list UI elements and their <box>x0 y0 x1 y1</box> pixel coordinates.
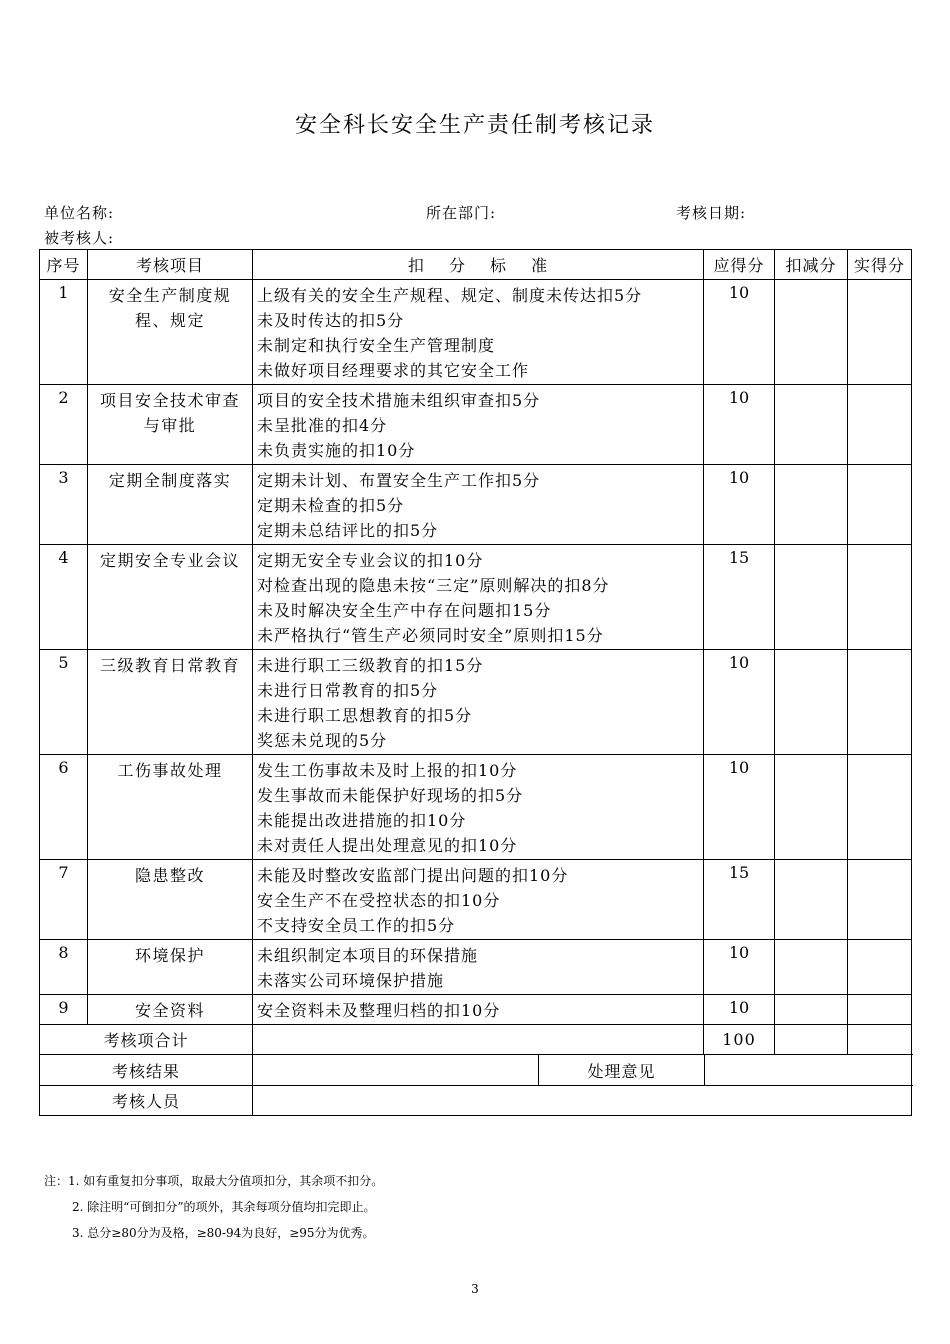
opinion-value-cell <box>705 1055 911 1085</box>
table-row <box>40 650 912 755</box>
note-line: 注：1. 如有重复扣分事项，取最大分值项扣分，其余项不扣分。 <box>44 1174 384 1188</box>
row-full-score: 10 <box>704 465 775 545</box>
column-header-criteria: 扣 分 标 准 <box>253 250 704 280</box>
column-header-actual-score: 实得分 <box>848 250 912 280</box>
result-value-cell <box>253 1055 539 1085</box>
table-row <box>40 860 912 940</box>
notes-section <box>44 1168 383 1246</box>
row-deduction <box>775 545 848 650</box>
row-deduction <box>775 650 848 755</box>
row-item: 安全资料 <box>88 995 253 1025</box>
row-actual-score <box>848 860 912 940</box>
row-criteria <box>253 995 704 1025</box>
assessment-date-label: 考核日期: <box>676 204 747 222</box>
row-item: 环境保护 <box>88 940 253 995</box>
criteria-line: 未及时解决安全生产中存在问题扣15分 <box>257 601 552 620</box>
total-score: 100 <box>704 1025 775 1055</box>
result-row <box>40 1055 912 1086</box>
assessee-label: 被考核人: <box>44 229 115 247</box>
total-criteria-cell <box>253 1025 704 1055</box>
criteria-line: 未及时传达的扣5分 <box>257 311 405 330</box>
row-actual-score <box>848 465 912 545</box>
row-seq: 7 <box>40 860 88 940</box>
assessment-table <box>39 249 912 1116</box>
row-seq: 3 <box>40 465 88 545</box>
criteria-line: 未呈批准的扣4分 <box>257 416 388 435</box>
table-row <box>40 465 912 545</box>
row-full-score: 10 <box>704 940 775 995</box>
row-seq: 1 <box>40 280 88 385</box>
row-full-score: 10 <box>704 385 775 465</box>
column-header-deduction: 扣减分 <box>775 250 848 280</box>
criteria-line: 未能提出改进措施的扣10分 <box>257 811 467 830</box>
page-number: 3 <box>471 1282 479 1296</box>
row-item: 三级教育日常教育 <box>88 650 253 755</box>
row-deduction <box>775 995 848 1025</box>
table-row <box>40 995 912 1025</box>
column-header-seq: 序号 <box>40 250 88 280</box>
assessor-row <box>40 1086 912 1116</box>
criteria-line: 定期未计划、布置安全生产工作扣5分 <box>257 471 541 490</box>
row-item: 隐患整改 <box>88 860 253 940</box>
note-line: 3. 总分≥80分为及格，≥80-94为良好，≥95分为优秀。 <box>72 1226 375 1240</box>
criteria-line: 发生事故而未能保护好现场的扣5分 <box>257 786 524 805</box>
row-item: 定期全制度落实 <box>88 465 253 545</box>
row-actual-score <box>848 650 912 755</box>
row-actual-score <box>848 755 912 860</box>
row-seq: 2 <box>40 385 88 465</box>
row-full-score: 10 <box>704 280 775 385</box>
row-criteria <box>253 940 704 995</box>
row-item: 安全生产制度规程、规定 <box>88 280 253 385</box>
criteria-line: 未进行职工思想教育的扣5分 <box>257 706 473 725</box>
criteria-line: 未严格执行“管生产必须同时安全”原则扣15分 <box>257 626 604 645</box>
row-seq: 8 <box>40 940 88 995</box>
criteria-line: 奖惩未兑现的5分 <box>257 731 388 750</box>
criteria-line: 上级有关的安全生产规程、规定、制度未传达扣5分 <box>257 286 643 305</box>
row-deduction <box>775 755 848 860</box>
assessor-value-cell <box>253 1086 912 1116</box>
criteria-line: 发生工伤事故未及时上报的扣10分 <box>257 761 518 780</box>
total-label: 考核项合计 <box>40 1025 253 1055</box>
criteria-line: 项目的安全技术措施未组织审查扣5分 <box>257 391 541 410</box>
row-seq: 6 <box>40 755 88 860</box>
criteria-line: 对检查出现的隐患未按“三定”原则解决的扣8分 <box>257 576 610 595</box>
column-header-full-score: 应得分 <box>704 250 775 280</box>
row-full-score: 10 <box>704 995 775 1025</box>
criteria-line: 未进行职工三级教育的扣15分 <box>257 656 484 675</box>
row-item: 工伤事故处理 <box>88 755 253 860</box>
department-label: 所在部门: <box>426 204 497 222</box>
row-item: 定期安全专业会议 <box>88 545 253 650</box>
total-deduction-cell <box>775 1025 848 1055</box>
criteria-line: 安全生产不在受控状态的扣10分 <box>257 891 501 910</box>
criteria-line: 未做好项目经理要求的其它安全工作 <box>257 361 530 380</box>
row-actual-score <box>848 545 912 650</box>
table-row <box>40 755 912 860</box>
row-actual-score <box>848 995 912 1025</box>
result-label: 考核结果 <box>40 1055 253 1086</box>
table-row <box>40 545 912 650</box>
row-item: 项目安全技术审查与审批 <box>88 385 253 465</box>
row-actual-score <box>848 385 912 465</box>
criteria-line: 未落实公司环境保护措施 <box>257 971 445 990</box>
row-seq: 4 <box>40 545 88 650</box>
document-title: 安全科长安全生产责任制考核记录 <box>294 113 655 138</box>
row-full-score: 10 <box>704 755 775 860</box>
row-seq: 9 <box>40 995 88 1025</box>
row-full-score: 10 <box>704 650 775 755</box>
unit-name-label: 单位名称: <box>44 204 115 222</box>
row-criteria <box>253 650 704 755</box>
criteria-line: 安全资料未及整理归档的扣10分 <box>257 1001 501 1020</box>
criteria-line: 定期未总结评比的扣5分 <box>257 521 439 540</box>
assessor-label: 考核人员 <box>40 1086 253 1116</box>
result-split-cell <box>253 1055 912 1086</box>
row-actual-score <box>848 940 912 995</box>
row-deduction <box>775 465 848 545</box>
table-row <box>40 940 912 995</box>
criteria-line: 未制定和执行安全生产管理制度 <box>257 336 496 355</box>
row-criteria <box>253 545 704 650</box>
criteria-line: 定期无安全专业会议的扣10分 <box>257 551 484 570</box>
row-criteria <box>253 385 704 465</box>
table-header-row <box>40 250 912 280</box>
row-full-score: 15 <box>704 860 775 940</box>
row-actual-score <box>848 280 912 385</box>
total-row <box>40 1025 912 1055</box>
total-actual-cell <box>848 1025 912 1055</box>
opinion-label: 处理意见 <box>539 1055 705 1085</box>
criteria-line: 未对责任人提出处理意见的扣10分 <box>257 836 518 855</box>
criteria-line: 未组织制定本项目的环保措施 <box>257 946 479 965</box>
criteria-line: 定期未检查的扣5分 <box>257 496 405 515</box>
note-line: 2. 除注明“可倒扣分”的项外，其余每项分值均扣完即止。 <box>72 1200 376 1214</box>
row-criteria <box>253 755 704 860</box>
column-header-item: 考核项目 <box>88 250 253 280</box>
row-full-score: 15 <box>704 545 775 650</box>
criteria-line: 未能及时整改安监部门提出问题的扣10分 <box>257 866 569 885</box>
row-deduction <box>775 385 848 465</box>
table-row <box>40 280 912 385</box>
row-criteria <box>253 860 704 940</box>
row-criteria <box>253 465 704 545</box>
row-deduction <box>775 280 848 385</box>
row-seq: 5 <box>40 650 88 755</box>
table-row <box>40 385 912 465</box>
row-deduction <box>775 860 848 940</box>
criteria-line: 不支持安全员工作的扣5分 <box>257 916 456 935</box>
row-criteria <box>253 280 704 385</box>
criteria-line: 未进行日常教育的扣5分 <box>257 681 439 700</box>
row-deduction <box>775 940 848 995</box>
criteria-line: 未负责实施的扣10分 <box>257 441 416 460</box>
